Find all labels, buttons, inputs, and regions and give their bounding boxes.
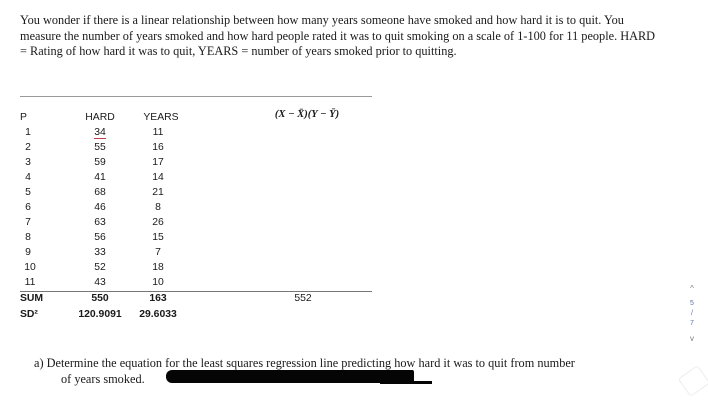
table-header-row [20, 109, 372, 126]
question-line-1: a) Determine the equation for the least squares regression line predicting how hard it was to quit from number [34, 356, 575, 370]
cell-hard: 41 [94, 172, 106, 183]
header-hard: HARD [85, 112, 115, 123]
sidebar-number-bottom: 7 [690, 320, 694, 327]
cell-hard: 56 [94, 232, 106, 243]
cell-hard: 55 [94, 142, 106, 153]
cell-p: 9 [25, 247, 31, 258]
question-line-2: of years smoked. [61, 371, 145, 386]
cell-years: 8 [155, 202, 161, 213]
cell-years: 18 [152, 262, 164, 273]
sd-label: SD² [20, 309, 38, 320]
cell-years: 7 [155, 247, 161, 258]
cell-hard: 68 [94, 187, 106, 198]
header-years: YEARS [143, 112, 179, 123]
side-scroll-controls [684, 284, 700, 364]
cell-hard: 59 [94, 157, 106, 168]
sd-hard: 120.9091 [78, 309, 122, 320]
sum-product: 552 [294, 293, 312, 304]
table-row [20, 202, 372, 216]
table-row [20, 232, 372, 246]
table-row [20, 262, 372, 276]
table-row [20, 142, 372, 156]
cell-p: 1 [25, 127, 31, 138]
table-top-rule [20, 96, 372, 97]
cell-hard [78, 127, 122, 138]
cell-years: 15 [152, 232, 164, 243]
sd-row [20, 309, 372, 323]
sum-years: 163 [149, 293, 167, 304]
redaction-mark [166, 370, 414, 383]
sidebar-number-top: 5 [690, 300, 694, 307]
cell-hard: 52 [94, 262, 106, 273]
cell-years: 11 [152, 127, 164, 138]
cell-years: 21 [152, 187, 164, 198]
cell-p: 3 [25, 157, 31, 168]
table-row [20, 277, 372, 291]
table-row [20, 172, 372, 186]
corner-fold-icon [678, 365, 708, 397]
sidebar-divider: / [691, 310, 693, 317]
table-row [20, 187, 372, 201]
sum-row [20, 293, 372, 307]
cell-p: 8 [25, 232, 31, 243]
table-row [20, 157, 372, 171]
table-row [20, 217, 372, 231]
redaction-tail [380, 381, 432, 384]
cell-p: 10 [24, 262, 36, 273]
chevron-up-icon[interactable]: ^ [690, 284, 694, 293]
cell-hard: 43 [94, 277, 106, 288]
cell-years: 10 [152, 277, 164, 288]
cell-p: 4 [25, 172, 31, 183]
cell-p: 5 [25, 187, 31, 198]
sum-label: SUM [20, 293, 44, 304]
sum-hard: 550 [91, 293, 109, 304]
table-row [20, 127, 372, 141]
table-row [20, 247, 372, 261]
cell-years: 16 [152, 142, 164, 153]
cell-p: 6 [25, 202, 31, 213]
cell-years: 17 [152, 157, 164, 168]
problem-statement: You wonder if there is a linear relationship between how many years someone have smoked and how hard it is to quit. You measure the number of years smoked and how hard people rated it was to quit smoking on a scale of 1-100 for 11 people. HARD = Rating of how hard it was to quit, YEARS = number of years smoked prior to quitting. [20, 13, 656, 59]
header-p: P [20, 112, 27, 123]
cell-years: 14 [152, 172, 164, 183]
chevron-down-icon[interactable]: v [690, 334, 694, 343]
cell-years: 26 [152, 217, 164, 228]
sd-years: 29.6033 [139, 309, 177, 320]
cell-hard: 63 [94, 217, 106, 228]
header-product: (X − X̄)(Y − Ȳ) [274, 109, 340, 120]
cell-hard: 33 [94, 247, 106, 258]
cell-hard: 46 [94, 202, 106, 213]
sum-rule [20, 291, 372, 292]
cell-p: 2 [25, 142, 31, 153]
cell-hard-value: 34 [94, 127, 106, 138]
cell-p: 11 [24, 277, 36, 288]
cell-p: 7 [25, 217, 31, 228]
